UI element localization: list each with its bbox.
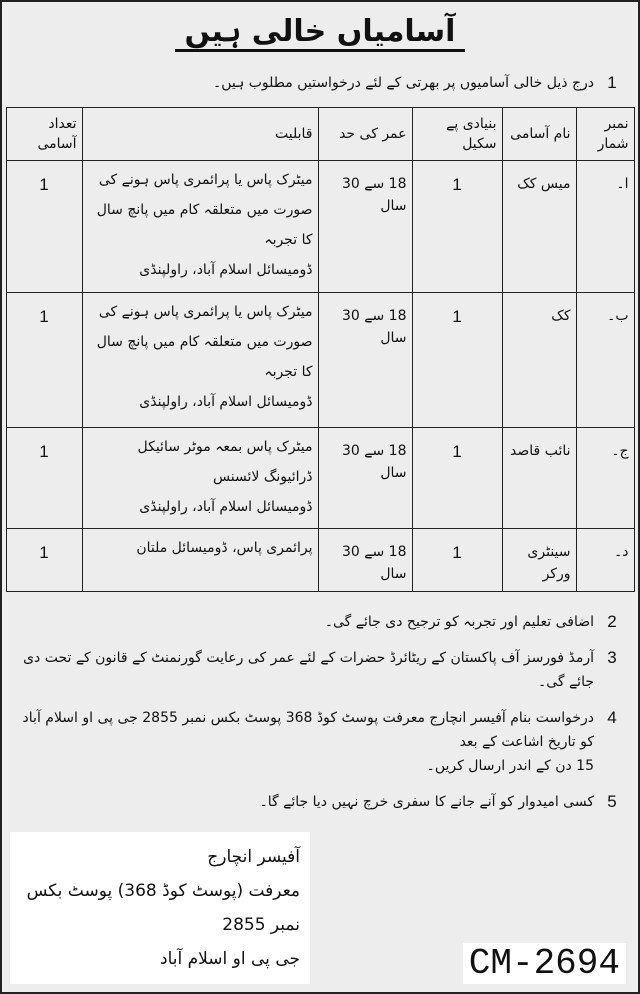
cell-count: 1 — [6, 293, 82, 428]
item-text: اضافی تعلیم اور تجربہ کو ترجیح دی جائے گی۔ — [324, 614, 594, 630]
cell-scale: 1 — [412, 428, 502, 529]
cell-qualification — [82, 293, 318, 428]
header-qualification: قابلیت — [82, 108, 318, 161]
table-row — [6, 161, 634, 293]
cell-age: 18 سے 30 سال — [318, 428, 412, 529]
item-4 — [2, 702, 638, 786]
signature-city: جی پی او اسلام آباد — [160, 949, 300, 969]
cell-count: 1 — [6, 161, 82, 293]
signature-block — [10, 832, 310, 984]
item-text: کسی امیدوار کو آنے جانے کا سفری خرچ نہیں دیا جائے گا۔ — [259, 794, 594, 810]
item-3 — [2, 642, 638, 702]
footer — [2, 822, 638, 992]
cell-qualification — [82, 428, 318, 529]
header-sr: نمبر شمار — [576, 108, 634, 161]
header-scale: بنیادی پے سکیل — [412, 108, 502, 161]
cell-sr: ب۔ — [576, 293, 634, 428]
item-number: 4 — [607, 708, 617, 727]
cell-qualification: پرائمری پاس، ڈومیسائل ملتان — [82, 529, 318, 592]
cell-sr: د۔ — [576, 529, 634, 592]
cell-post: میس کک — [502, 161, 576, 293]
cell-sr: ج۔ — [576, 428, 634, 529]
table-row — [6, 529, 634, 592]
signature-address: معرفت (پوسٹ کوڈ 368) پوسٹ بکس نمبر 2855 — [26, 881, 300, 935]
cell-age: 18 سے 30 سال — [318, 529, 412, 592]
domicile-text: ڈومیسائل اسلام آباد، راولپنڈی — [139, 499, 313, 515]
domicile-text: ڈومیسائل اسلام آباد، راولپنڈی — [139, 262, 313, 278]
cell-scale: 1 — [412, 293, 502, 428]
item-number: 2 — [607, 612, 617, 631]
table-header — [6, 108, 634, 161]
ad-code: CM-2694 — [463, 943, 626, 984]
item-text-continued: 15 دن کے اندر ارسال کریں۔ — [426, 758, 594, 774]
item-2 — [2, 606, 638, 642]
cell-age: 18 سے 30 سال — [318, 293, 412, 428]
qualification-text: میٹرک پاس یا پرائمری پاس ہونے کی صورت میں متعلقہ کام میں پانچ سال کا تجربہ — [96, 172, 313, 248]
cell-qualification — [82, 161, 318, 293]
item-1 — [2, 67, 638, 103]
table-row — [6, 428, 634, 529]
header-count: تعداد آسامی — [6, 108, 82, 161]
signature-title: آفیسر انچارج — [207, 847, 300, 867]
item-number: 3 — [607, 648, 617, 667]
vacancies-table — [6, 107, 635, 592]
cell-post: نائب قاصد — [502, 428, 576, 529]
cell-count: 1 — [6, 428, 82, 529]
cell-post: کک — [502, 293, 576, 428]
domicile-text: ڈومیسائل اسلام آباد، راولپنڈی — [139, 394, 313, 410]
cell-age: 18 سے 30 سال — [318, 161, 412, 293]
item-number: 5 — [607, 792, 617, 811]
ad-title: آسامیاں خالی ہیں — [2, 2, 638, 67]
cell-scale: 1 — [412, 529, 502, 592]
cell-count: 1 — [6, 529, 82, 592]
header-post: نام آسامی — [502, 108, 576, 161]
item-text: آرمڈ فورسز آف پاکستان کے ریٹائرڈ حضرات کے لئے عمر کی رعایت گورنمنٹ کے قانون کے تحت دی جائے گی۔ — [23, 650, 594, 690]
header-age: عمر کی حد — [318, 108, 412, 161]
table-row — [6, 293, 634, 428]
qualification-text: میٹرک پاس یا پرائمری پاس ہونے کی صورت میں متعلقہ کام میں پانچ سال کا تجربہ — [96, 304, 313, 380]
item-text: درخواست بنام آفیسر انچارج معرفت پوسٹ کوڈ 368 پوسٹ بکس نمبر 2855 جی پی او اسلام آباد کو تاریخ اشاعت کے بعد — [22, 710, 594, 750]
item-number: 1 — [607, 73, 617, 92]
cell-scale: 1 — [412, 161, 502, 293]
cell-post: سینٹری ورکر — [502, 529, 576, 592]
cell-sr: ا۔ — [576, 161, 634, 293]
qualification-text: میٹرک پاس بمعہ موٹر سائیکل ڈرائیونگ لائسنس — [137, 439, 313, 485]
item-text: درج ذیل خالی آسامیوں پر بھرتی کے لئے درخواستیں مطلوب ہیں۔ — [213, 75, 594, 91]
item-5 — [2, 786, 638, 822]
